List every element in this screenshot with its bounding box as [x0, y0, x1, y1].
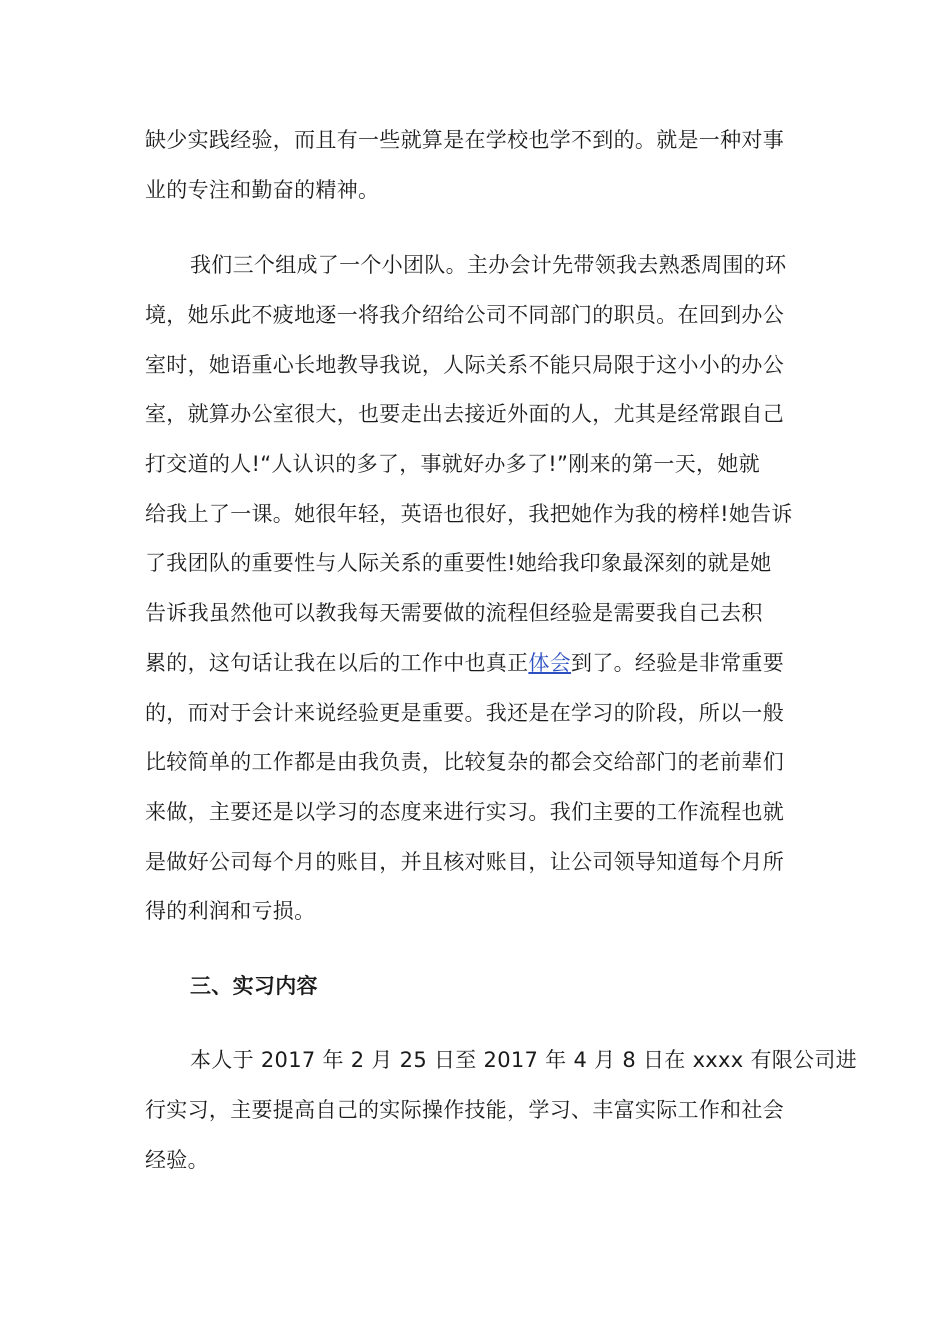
- paragraph-2-line-10: 的，而对于会计来说经验更是重要。我还是在学习的阶段，所以一般: [145, 701, 784, 725]
- paragraph-2-line-8: 告诉我虽然他可以教我每天需要做的流程但经验是需要我自己去积: [145, 601, 763, 625]
- paragraph-1-line-1: 缺少实践经验，而且有一些就算是在学校也学不到的。就是一种对事: [145, 128, 784, 152]
- paragraph-2-line-2: 境，她乐此不疲地逐一将我介绍给公司不同部门的职员。在回到办公: [145, 303, 784, 327]
- paragraph-3-line-2: 行实习，主要提高自己的实际操作技能，学习、丰富实际工作和社会: [145, 1098, 784, 1122]
- paragraph-2-line-11: 比较简单的工作都是由我负责，比较复杂的都会交给部门的老前辈们: [145, 750, 784, 774]
- section-heading: 三、实习内容: [190, 974, 318, 998]
- link-line-after: 到了。经验是非常重要: [571, 651, 785, 675]
- paragraph-2-line-14: 得的利润和亏损。: [145, 899, 316, 923]
- paragraph-2-line-9: [145, 648, 784, 678]
- paragraph-3-line-3: 经验。: [145, 1148, 209, 1172]
- paragraph-2-line-6: 给我上了一课。她很年轻，英语也很好，我把她作为我的榜样!她告诉: [145, 502, 793, 526]
- paragraph-1-line-2: 业的专注和勤奋的精神。: [145, 178, 380, 202]
- paragraph-2-line-1: 我们三个组成了一个小团队。主办会计先带领我去熟悉周围的环: [190, 253, 787, 277]
- paragraph-2-line-4: 室，就算办公室很大，也要走出去接近外面的人，尤其是经常跟自己: [145, 402, 784, 426]
- tihui-link[interactable]: 体会: [528, 651, 572, 675]
- paragraph-2-line-5: 打交道的人!“人认识的多了，事就好办多了!”刚来的第一天，她就: [145, 452, 760, 476]
- paragraph-2-line-13: 是做好公司每个月的账目，并且核对账目，让公司领导知道每个月所: [145, 850, 784, 874]
- paragraph-2-line-3: 室时，她语重心长地教导我说，人际关系不能只局限于这小小的办公: [145, 353, 784, 377]
- paragraph-3-line-1: 本人于 2017 年 2 月 25 日至 2017 年 4 月 8 日在 xxxx 有限公司进: [190, 1048, 857, 1072]
- paragraph-2-line-7: 了我团队的重要性与人际关系的重要性!她给我印象最深刻的就是她: [145, 551, 772, 575]
- paragraph-2-line-12: 来做，主要还是以学习的态度来进行实习。我们主要的工作流程也就: [145, 800, 784, 824]
- link-line-before: 累的，这句话让我在以后的工作中也真正: [145, 651, 529, 675]
